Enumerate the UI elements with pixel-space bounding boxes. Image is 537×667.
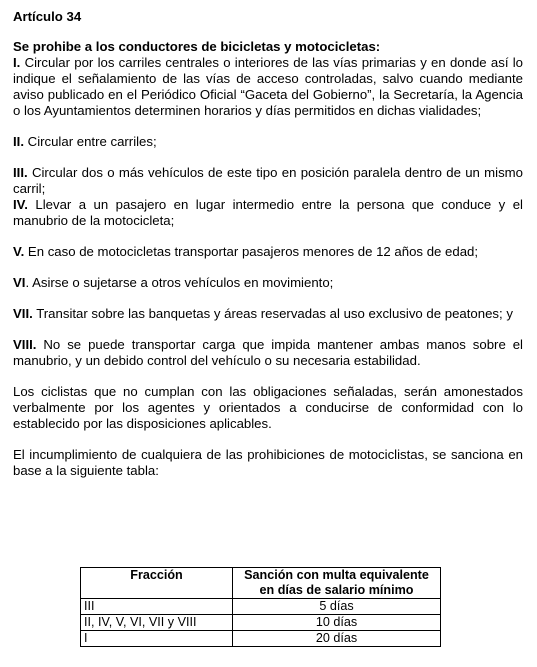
column-header-fraccion: Fracción bbox=[81, 568, 233, 599]
item-3 bbox=[13, 165, 523, 197]
cell-fraccion: III bbox=[81, 599, 233, 615]
item-5 bbox=[13, 244, 523, 260]
table-row bbox=[81, 631, 441, 647]
cell-sancion: 10 días bbox=[233, 615, 441, 631]
item-text: Circular dos o más vehículos de este tipo en posición paralela dentro de un mismo carril; bbox=[13, 165, 523, 196]
item-number: II. bbox=[13, 134, 24, 149]
item-text: Transitar sobre las banquetas y áreas reservadas al uso exclusivo de peatones; y bbox=[32, 306, 513, 321]
article-title: Artículo 34 bbox=[13, 9, 82, 24]
item-text: Llevar a un pasajero en lugar intermedio entre la persona que conduce y el manubrio de la motocicleta; bbox=[13, 197, 523, 228]
item-text: En caso de motocicletas transportar pasajeros menores de 12 años de edad; bbox=[24, 244, 479, 259]
cell-sancion: 20 días bbox=[233, 631, 441, 647]
item-text: Circular entre carriles; bbox=[24, 134, 157, 149]
item-number: I. bbox=[13, 55, 21, 70]
item-text: . Asirse o sujetarse a otros vehículos en movimiento; bbox=[25, 275, 334, 290]
item-1 bbox=[13, 55, 523, 119]
sanction-table bbox=[80, 567, 441, 647]
item-7 bbox=[13, 306, 523, 322]
item-2 bbox=[13, 134, 523, 150]
item-8 bbox=[13, 337, 523, 369]
table-header-row bbox=[81, 568, 441, 599]
paragraph-incumplimiento: El incumplimiento de cualquiera de las prohibiciones de motociclistas, se sanciona en base a la siguiente tabla: bbox=[13, 447, 523, 478]
column-header-sancion bbox=[233, 568, 441, 599]
item-number: VII. bbox=[13, 306, 33, 321]
item-text: No se puede transportar carga que impida mantener ambas manos sobre el manubrio, y un debido control del vehículo o su necesaria estabilidad. bbox=[13, 337, 523, 368]
column-header-sancion-line2: en días de salario mínimo bbox=[259, 583, 414, 597]
item-text: Circular por los carriles centrales o interiores de las vías primarias y en donde así lo indique el señalamiento de las vías de acceso controladas, salvo cuando mediante aviso publicado en el Periódico Oficial “Gaceta del Gobierno”, la Secretaría, la Agencia o los Ayuntamientos determinen horarios y días permitidos en dichas vialidades; bbox=[13, 55, 523, 118]
item-6 bbox=[13, 275, 523, 291]
table-row bbox=[81, 615, 441, 631]
item-4 bbox=[13, 197, 523, 229]
item-number: IV. bbox=[13, 197, 28, 212]
cell-sancion: 5 días bbox=[233, 599, 441, 615]
cell-fraccion: II, IV, V, VI, VII y VIII bbox=[81, 615, 233, 631]
table-row bbox=[81, 599, 441, 615]
item-number: V. bbox=[13, 244, 25, 259]
column-header-sancion-line1: Sanción con multa equivalente bbox=[244, 568, 429, 582]
article-heading: Se prohibe a los conductores de bicicletas y motocicletas: bbox=[13, 39, 381, 54]
item-number: VIII. bbox=[13, 337, 37, 352]
document-body bbox=[13, 9, 523, 479]
paragraph-ciclistas: Los ciclistas que no cumplan con las obligaciones señaladas, serán amonestados verbalmente por los agentes y orientados a conducirse de conformidad con lo establecido por las disposiciones aplicables. bbox=[13, 384, 523, 431]
item-number: III. bbox=[13, 165, 28, 180]
item-number: VI bbox=[13, 275, 26, 290]
cell-fraccion: I bbox=[81, 631, 233, 647]
